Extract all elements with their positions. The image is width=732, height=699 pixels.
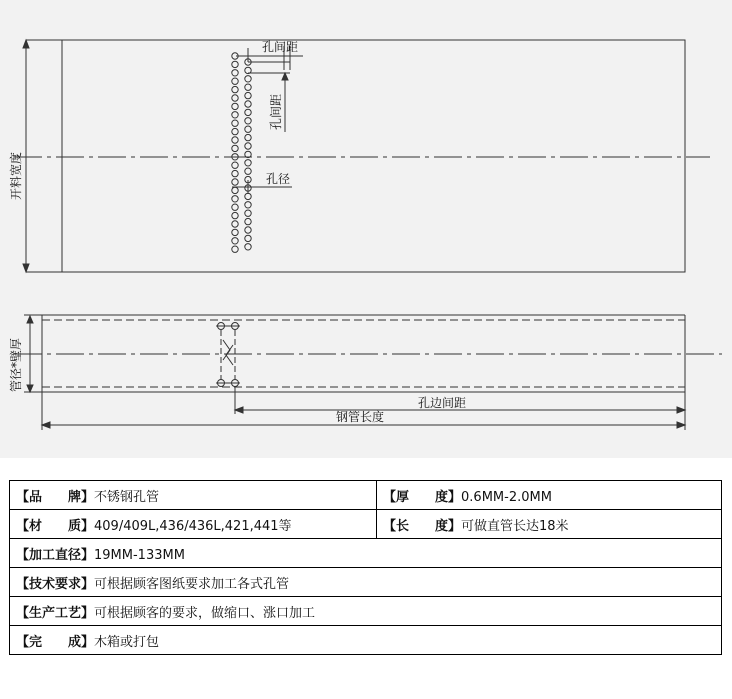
- hole: [232, 221, 238, 227]
- spec-process-label: 【生产工艺】: [16, 605, 95, 621]
- spec-thickness-value: 0.6MM-2.0MM: [461, 489, 552, 505]
- hole: [232, 212, 238, 218]
- hole: [245, 134, 251, 140]
- spec-material-value: 409/409L,436/436L,421,441等: [94, 518, 292, 534]
- hole: [245, 126, 251, 132]
- tube-length-label: 钢管长度: [336, 410, 385, 424]
- hole: [245, 160, 251, 166]
- hole: [232, 196, 238, 202]
- hole: [232, 112, 238, 118]
- hole: [245, 143, 251, 149]
- spec-thickness-label: 【厚 度】: [383, 489, 462, 505]
- opening-width-label: 开料宽度: [9, 151, 23, 200]
- spec-length: [377, 510, 722, 539]
- table-row: [10, 568, 722, 597]
- hole: [232, 187, 238, 193]
- hole: [232, 179, 238, 185]
- hole-diameter-label: 孔径: [266, 172, 291, 186]
- spec-brand: [10, 481, 377, 510]
- spec-diameter-label: 【加工直径】: [16, 547, 95, 563]
- spec-length-value: 可做直管长达18米: [461, 518, 569, 534]
- table-row: [10, 481, 722, 510]
- hole: [232, 86, 238, 92]
- spec-material: [10, 510, 377, 539]
- table-row: [10, 539, 722, 568]
- hole-spacing-top-label: 孔间距: [262, 40, 299, 54]
- hole: [232, 70, 238, 76]
- hole: [232, 162, 238, 168]
- spec-brand-value: 不锈钢孔管: [94, 489, 160, 505]
- hole: [232, 95, 238, 101]
- hole: [245, 109, 251, 115]
- hole-edge-distance-label: 孔边间距: [418, 396, 467, 410]
- hole: [245, 76, 251, 82]
- spec-process-value: 可根据顾客的要求，做缩口、涨口加工: [94, 605, 316, 621]
- hole: [232, 145, 238, 151]
- hole: [232, 120, 238, 126]
- hole: [245, 168, 251, 174]
- hole: [245, 244, 251, 250]
- hole: [245, 101, 251, 107]
- spec-brand-label: 【品 牌】: [16, 489, 95, 505]
- hole: [232, 61, 238, 67]
- hole: [232, 204, 238, 210]
- hole: [245, 202, 251, 208]
- spec-finish-label: 【完 成】: [16, 634, 95, 650]
- table-row: [10, 626, 722, 655]
- hole-spacing-vertical-label: 孔间距: [269, 93, 283, 130]
- hole: [245, 218, 251, 224]
- hole: [232, 229, 238, 235]
- hole: [245, 84, 251, 90]
- hole: [232, 246, 238, 252]
- hole: [232, 128, 238, 134]
- hole: [232, 103, 238, 109]
- hole: [245, 227, 251, 233]
- spec-process: [10, 597, 722, 626]
- hole: [232, 78, 238, 84]
- spec-tech-label: 【技术要求】: [16, 576, 95, 592]
- spec-finish: [10, 626, 722, 655]
- spec-finish-value: 木箱或打包: [94, 634, 160, 650]
- tube-diameter-wall-label: 管径*壁厚: [9, 337, 23, 392]
- spec-table: [9, 480, 722, 655]
- hole: [232, 170, 238, 176]
- hole: [245, 210, 251, 216]
- hole-pattern: [232, 53, 251, 253]
- table-row: [10, 597, 722, 626]
- hole: [245, 235, 251, 241]
- hole: [245, 193, 251, 199]
- spec-thickness: [377, 481, 722, 510]
- hole: [245, 92, 251, 98]
- hole: [245, 118, 251, 124]
- spec-diameter: [10, 539, 722, 568]
- spec-tech-value: 可根据顾客图纸要求加工各式孔管: [94, 576, 290, 592]
- spec-length-label: 【长 度】: [383, 518, 462, 534]
- spec-diameter-value: 19MM-133MM: [94, 547, 185, 563]
- table-row: [10, 510, 722, 539]
- hole: [232, 238, 238, 244]
- hole: [232, 137, 238, 143]
- sheet-outline: [62, 40, 685, 272]
- spec-tech: [10, 568, 722, 597]
- spec-material-label: 【材 质】: [16, 518, 95, 534]
